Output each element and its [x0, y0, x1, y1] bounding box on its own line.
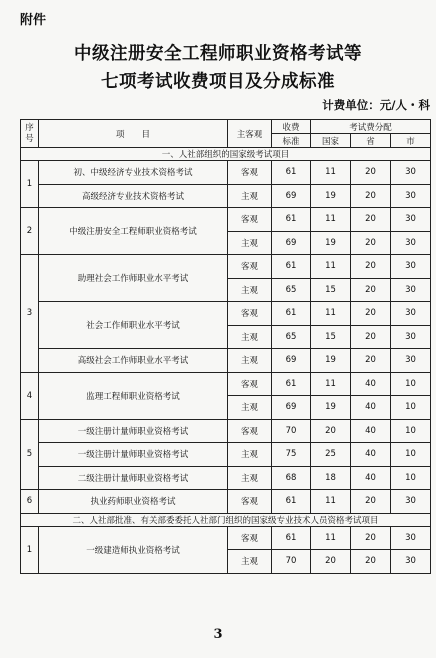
item-cell: 一级注册计量师职业资格考试: [39, 419, 228, 443]
type-cell: 主观: [228, 550, 272, 574]
province-cell: 20: [351, 255, 391, 279]
national-cell: 19: [311, 349, 351, 373]
page-number: 3: [213, 627, 223, 642]
province-cell: 40: [351, 466, 391, 490]
fee-cell: 61: [272, 490, 311, 514]
header-row-1: [21, 120, 431, 134]
national-header: 国家: [311, 134, 351, 148]
city-cell: 10: [391, 443, 431, 467]
item-cell: 一级注册计量师职业资格考试: [39, 443, 228, 467]
seq-cell: 4: [21, 372, 39, 419]
type-cell: 客观: [228, 526, 272, 550]
fee-cell: 70: [272, 419, 311, 443]
province-cell: 20: [351, 349, 391, 373]
province-header: 省: [351, 134, 391, 148]
table-row: [21, 302, 431, 326]
national-cell: 25: [311, 443, 351, 467]
type-cell: 客观: [228, 208, 272, 232]
province-cell: 20: [351, 161, 391, 185]
city-header: 市: [391, 134, 431, 148]
fee-cell: 61: [272, 255, 311, 279]
national-cell: 15: [311, 325, 351, 349]
national-cell: 19: [311, 231, 351, 255]
seq-cell: 5: [21, 419, 39, 490]
fee-cell: 69: [272, 349, 311, 373]
province-cell: 20: [351, 302, 391, 326]
national-cell: 20: [311, 550, 351, 574]
province-cell: 20: [351, 550, 391, 574]
national-cell: 18: [311, 466, 351, 490]
table-row: [21, 372, 431, 396]
city-cell: 10: [391, 372, 431, 396]
fee-cell: 70: [272, 550, 311, 574]
table-row: [21, 526, 431, 550]
type-cell: 客观: [228, 419, 272, 443]
city-cell: 30: [391, 526, 431, 550]
province-cell: 40: [351, 419, 391, 443]
national-cell: 11: [311, 255, 351, 279]
city-cell: 10: [391, 396, 431, 420]
item-cell: 一级建造师执业资格考试: [39, 526, 228, 573]
fee-cell: 61: [272, 372, 311, 396]
province-cell: 40: [351, 372, 391, 396]
national-cell: 11: [311, 526, 351, 550]
fee-cell: 69: [272, 396, 311, 420]
province-cell: 20: [351, 526, 391, 550]
city-cell: 30: [391, 255, 431, 279]
item-cell: 监理工程师职业资格考试: [39, 372, 228, 419]
fee-header-bottom: 标准: [272, 134, 311, 148]
type-cell: 主观: [228, 443, 272, 467]
province-cell: 20: [351, 325, 391, 349]
province-cell: 40: [351, 443, 391, 467]
national-cell: 11: [311, 208, 351, 232]
fee-table: [20, 119, 431, 574]
type-cell: 主观: [228, 231, 272, 255]
section-row: [21, 148, 431, 161]
table-row: [21, 255, 431, 279]
seq-cell: 6: [21, 490, 39, 514]
fee-cell: 65: [272, 325, 311, 349]
table-row: [21, 349, 431, 373]
table-row: [21, 208, 431, 232]
type-cell: 主观: [228, 278, 272, 302]
province-cell: 20: [351, 208, 391, 232]
national-cell: 11: [311, 302, 351, 326]
fee-cell: 68: [272, 466, 311, 490]
fee-cell: 61: [272, 302, 311, 326]
city-cell: 30: [391, 325, 431, 349]
table-row: [21, 466, 431, 490]
table-row: [21, 184, 431, 208]
item-cell: 中级注册安全工程师职业资格考试: [39, 208, 228, 255]
item-cell: 初、中级经济专业技术资格考试: [39, 161, 228, 185]
national-cell: 11: [311, 161, 351, 185]
city-cell: 30: [391, 208, 431, 232]
item-cell: 助理社会工作师职业水平考试: [39, 255, 228, 302]
national-cell: 15: [311, 278, 351, 302]
table-row: [21, 419, 431, 443]
city-cell: 30: [391, 184, 431, 208]
national-cell: 19: [311, 184, 351, 208]
fee-cell: 75: [272, 443, 311, 467]
city-cell: 30: [391, 302, 431, 326]
section-row: [21, 513, 431, 526]
seq-cell: 1: [21, 161, 39, 208]
seq-cell: 2: [21, 208, 39, 255]
type-cell: 客观: [228, 302, 272, 326]
title-line-1: 中级注册安全工程师职业资格考试等: [74, 44, 362, 64]
section-title: 二、人社部批准、有关部委委托人社部门组织的国家级专业技术人员资格考试项目: [21, 513, 431, 526]
fee-cell: 61: [272, 208, 311, 232]
city-cell: 10: [391, 419, 431, 443]
type-cell: 客观: [228, 161, 272, 185]
national-cell: 20: [311, 419, 351, 443]
city-cell: 30: [391, 550, 431, 574]
fee-cell: 65: [272, 278, 311, 302]
unit-note: 计费单位：元/人・科: [322, 98, 430, 112]
distribution-header: 考试费分配: [311, 120, 431, 134]
seq-cell: 3: [21, 255, 39, 373]
seq-cell: 1: [21, 526, 39, 573]
table-row: [21, 443, 431, 467]
annex-label: 附件: [20, 13, 47, 28]
city-cell: 30: [391, 490, 431, 514]
title-line-2: 七项考试收费项目及分成标准: [101, 72, 335, 92]
city-cell: 30: [391, 278, 431, 302]
province-cell: 20: [351, 490, 391, 514]
table-row: [21, 490, 431, 514]
table-row: [21, 161, 431, 185]
type-cell: 主观: [228, 349, 272, 373]
province-cell: 20: [351, 184, 391, 208]
item-header: 项 目: [39, 120, 228, 148]
item-cell: 社会工作师职业水平考试: [39, 302, 228, 349]
type-cell: 客观: [228, 372, 272, 396]
type-cell: 客观: [228, 255, 272, 279]
type-cell: 主观: [228, 466, 272, 490]
fee-header-top: 收费: [272, 120, 311, 134]
type-header: 主客观: [228, 120, 272, 148]
city-cell: 30: [391, 349, 431, 373]
type-cell: 客观: [228, 490, 272, 514]
city-cell: 30: [391, 231, 431, 255]
type-cell: 主观: [228, 184, 272, 208]
item-cell: 高级经济专业技术资格考试: [39, 184, 228, 208]
item-cell: 二级注册计量师职业资格考试: [39, 466, 228, 490]
item-cell: 执业药师职业资格考试: [39, 490, 228, 514]
type-cell: 主观: [228, 325, 272, 349]
fee-cell: 69: [272, 231, 311, 255]
city-cell: 10: [391, 466, 431, 490]
type-cell: 主观: [228, 396, 272, 420]
item-cell: 高级社会工作师职业水平考试: [39, 349, 228, 373]
fee-cell: 69: [272, 184, 311, 208]
fee-cell: 61: [272, 526, 311, 550]
fee-cell: 61: [272, 161, 311, 185]
province-cell: 20: [351, 278, 391, 302]
national-cell: 11: [311, 372, 351, 396]
national-cell: 11: [311, 490, 351, 514]
seq-header: 序 号: [21, 120, 39, 148]
province-cell: 40: [351, 396, 391, 420]
national-cell: 19: [311, 396, 351, 420]
province-cell: 20: [351, 231, 391, 255]
city-cell: 30: [391, 161, 431, 185]
section-title: 一、人社部组织的国家级考试项目: [21, 148, 431, 161]
